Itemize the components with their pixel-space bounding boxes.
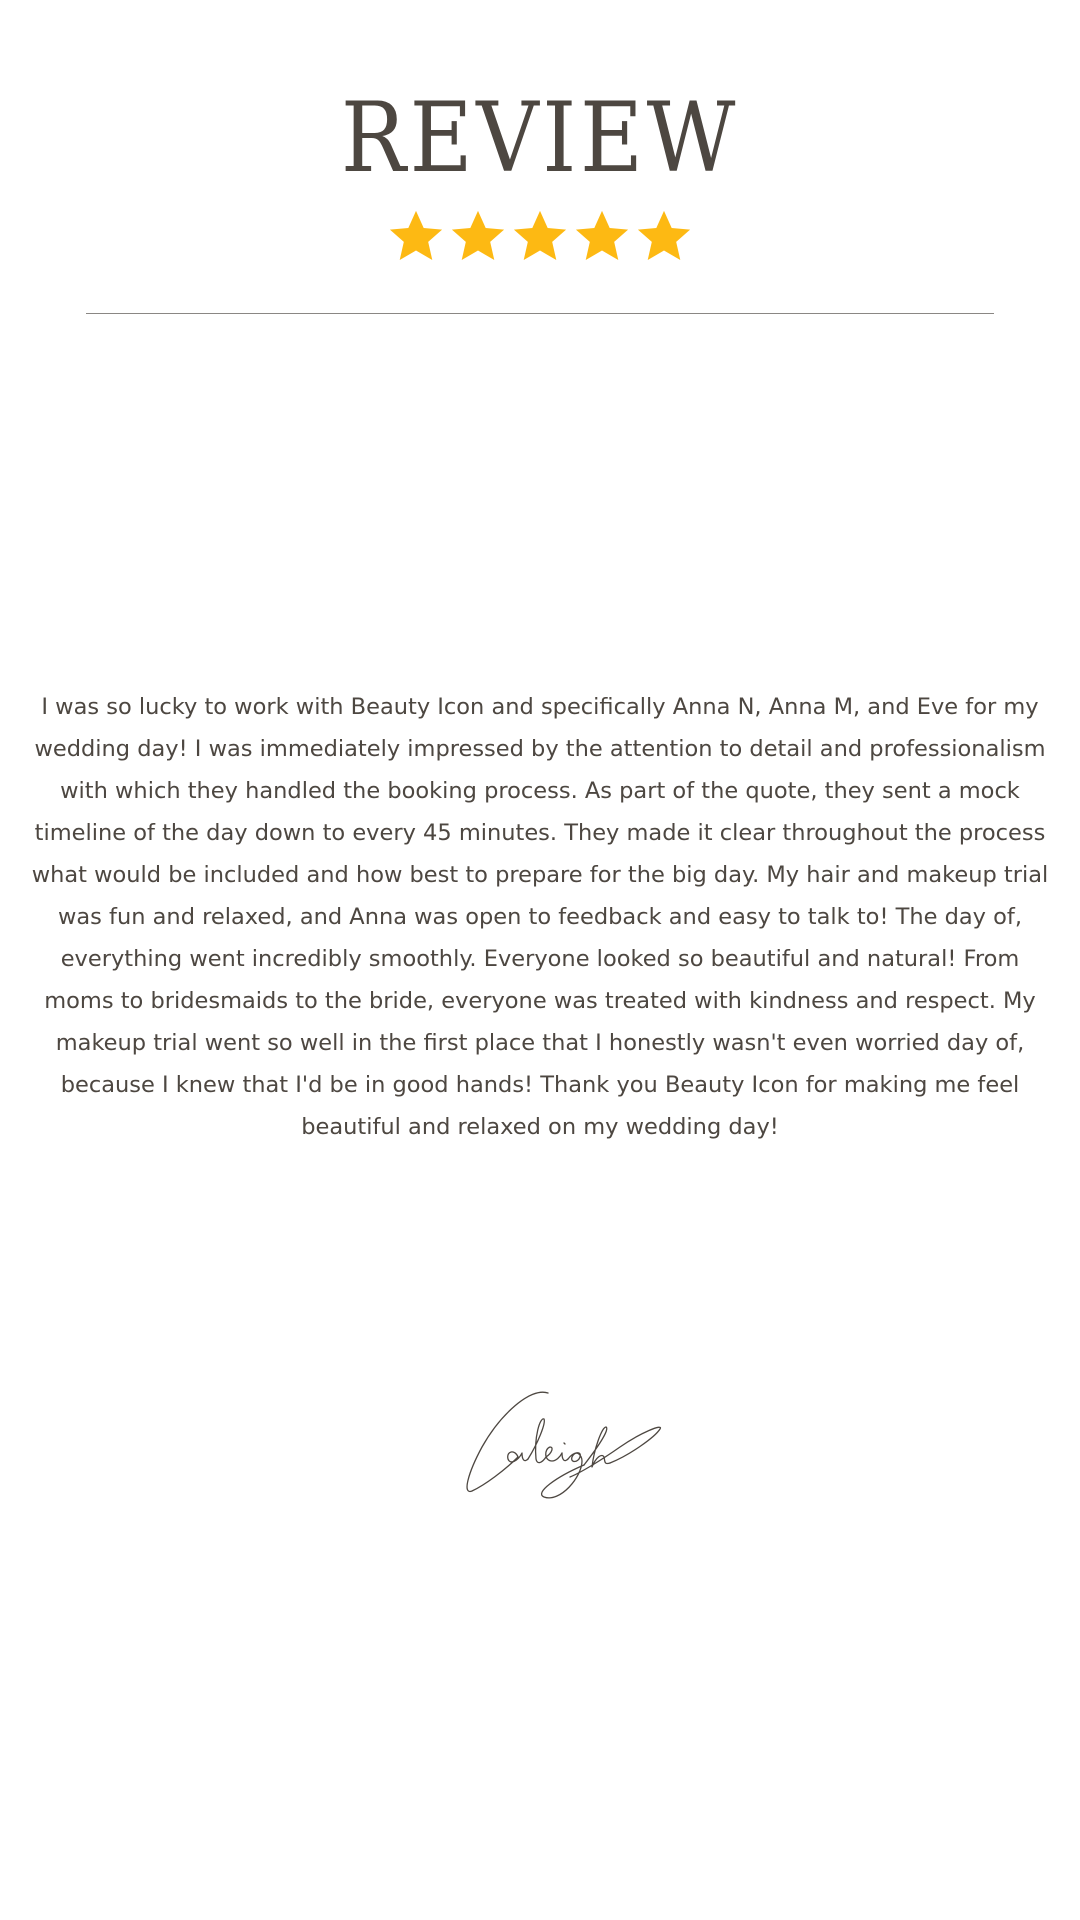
star-rating	[0, 208, 1080, 266]
review-text: I was so lucky to work with Beauty Icon and specifically Anna N, Anna M, and Eve for my wedding day! I was immediately impressed by the attention to detail and professionalism with which they handled the booking process. As part of the quote, they sent a mock timeline of the day down to every 45 minutes. They made it clear throughout the process what would be included and how best to prepare for the big day. My hair and makeup trial was fun and relaxed, and Anna was open to feedback and easy to talk to! The day of, everything went incredibly smoothly. Everyone looked so beautiful and natural! From moms to bridesmaids to the bride, everyone was treated with kindness and respect. My makeup trial went so well in the first place that I honestly wasn't even worried day of, because I knew that I'd be in good hands! Thank you Beauty Icon for making me feel beautiful and relaxed on my wedding day!	[31, 694, 1049, 1140]
signature-icon	[460, 1385, 670, 1505]
signature-name	[460, 1505, 461, 1506]
divider	[86, 313, 994, 314]
star-icon	[511, 208, 569, 266]
star-icon	[387, 208, 445, 266]
star-icon	[449, 208, 507, 266]
page-title: REVIEW	[340, 82, 740, 194]
signature	[460, 1385, 670, 1505]
star-icon	[635, 208, 693, 266]
star-icon	[573, 208, 631, 266]
